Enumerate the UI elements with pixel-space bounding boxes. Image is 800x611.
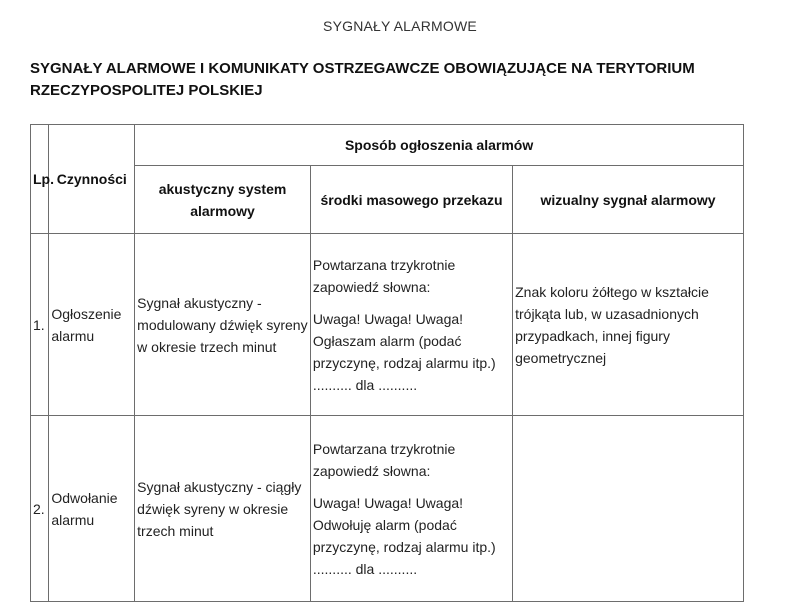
cell-lp: 2. — [31, 416, 49, 602]
cell-lp: 1. — [31, 234, 49, 416]
cell-media — [310, 234, 512, 416]
cell-activity: Ogłoszenie alarmu — [49, 234, 135, 416]
cell-activity: Odwołanie alarmu — [49, 416, 135, 602]
page-title: SYGNAŁY ALARMOWE — [323, 18, 477, 34]
alarm-signals-table — [30, 124, 744, 602]
table-subheader-row — [31, 166, 744, 234]
cell-visual — [513, 416, 744, 602]
cell-visual: Znak koloru żółtego w kształcie trójkąta lub, w uzasadnionych przypadkach, innej figury geometrycznej — [513, 234, 744, 416]
table-header-row — [31, 125, 744, 166]
media-intro: Powtarzana trzykrotnie zapowiedź słowna: — [312, 256, 456, 295]
media-text: Uwaga! Uwaga! Uwaga! Ogłaszam alarm (podać przyczynę, rodzaj alarmu itp.) .......... dla .......... — [312, 310, 496, 393]
header-lp: Lp. — [31, 125, 49, 234]
header-method: Sposób ogłoszenia alarmów — [135, 125, 744, 166]
media-intro: Powtarzana trzykrotnie zapowiedź słowna: — [312, 440, 456, 479]
cell-acoustic: Sygnał akustyczny - ciągły dźwięk syreny w okresie trzech minut — [135, 416, 311, 602]
cell-acoustic: Sygnał akustyczny - modulowany dźwięk syreny w okresie trzech minut — [135, 234, 311, 416]
header-media: środki masowego przekazu — [310, 166, 512, 234]
document-heading: SYGNAŁY ALARMOWE I KOMUNIKATY OSTRZEGAWCZE OBOWIĄZUJĄCE NA TERYTORIUM RZECZYPOSPOLITEJ POLSKIEJ — [30, 60, 695, 99]
header-acoustic: akustyczny system alarmowy — [135, 166, 311, 234]
header-activity: Czynności — [49, 125, 135, 234]
cell-media — [310, 416, 512, 602]
media-text: Uwaga! Uwaga! Uwaga! Odwołuję alarm (podać przyczynę, rodzaj alarmu itp.) .......... dla .......... — [312, 494, 496, 577]
table-row — [31, 234, 744, 416]
header-visual: wizualny sygnał alarmowy — [513, 166, 744, 234]
table-row — [31, 416, 744, 602]
